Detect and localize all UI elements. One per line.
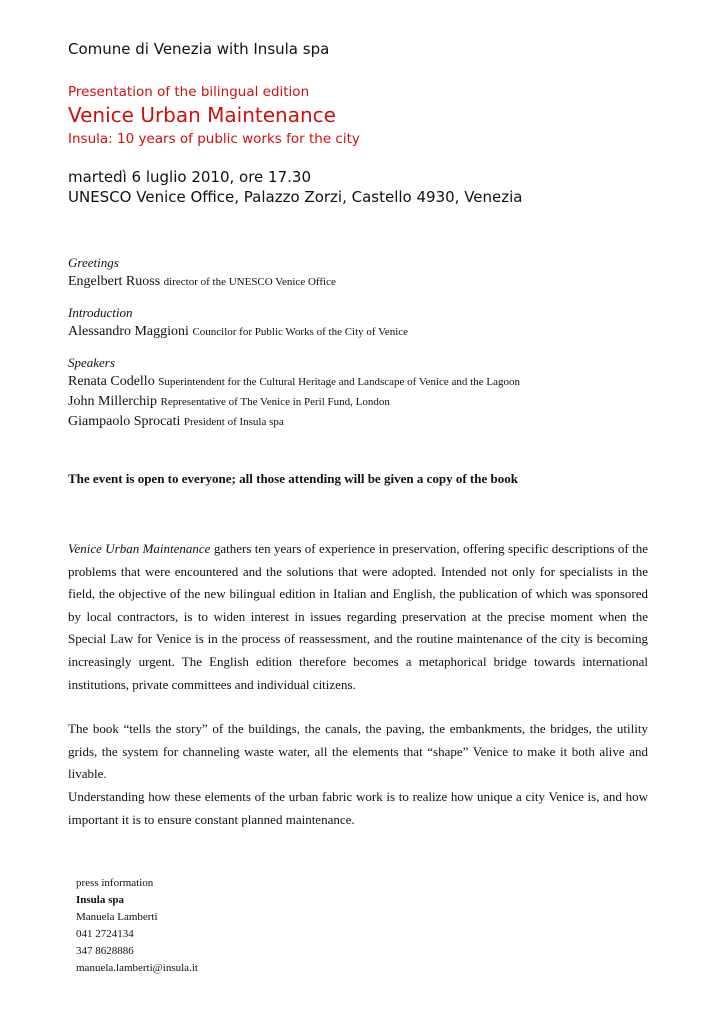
person-role: Representative of The Venice in Peril Fund, London	[160, 396, 390, 408]
paragraph-3: Understanding how these elements of the urban fabric work is to realize how unique a city Venice is, and how important it is to ensure constant planned maintenance.	[68, 788, 648, 827]
person-name: Engelbert Ruoss	[68, 274, 161, 289]
person-name: Alessandro Maggioni	[68, 324, 189, 339]
presentation-line: Presentation of the bilingual edition	[68, 84, 310, 100]
book-title: Venice Urban Maintenance	[68, 541, 211, 556]
page-subtitle: Insula: 10 years of public works for the city	[68, 131, 360, 147]
person-name: Giampaolo Sprocati	[68, 414, 181, 429]
greetings-label: Greetings	[68, 255, 119, 270]
press-label: press information	[76, 877, 154, 889]
program-entry	[68, 372, 650, 392]
paragraph-1	[68, 538, 648, 696]
press-phone: 041 2724134	[76, 928, 134, 940]
program-entry	[68, 322, 650, 342]
program	[68, 254, 650, 432]
person-name: Renata Codello	[68, 374, 155, 389]
event-notice: The event is open to everyone; all those attending will be given a copy of the book	[68, 471, 518, 486]
program-entry	[68, 392, 650, 412]
event-date-time: martedì 6 luglio 2010, ore 17.30	[68, 168, 311, 186]
press-mobile: 347 8628886	[76, 945, 134, 957]
press-information	[76, 875, 198, 977]
person-role: Councilor for Public Works of the City of Venice	[192, 326, 409, 338]
person-role: director of the UNESCO Venice Office	[163, 276, 336, 288]
speakers-label: Speakers	[68, 355, 115, 370]
person-role: Superintendent for the Cultural Heritage and Landscape of Venice and the Lagoon	[158, 376, 520, 388]
program-entry	[68, 412, 650, 432]
paragraph-1-text: gathers ten years of experience in preservation, offering specific descriptions of the problems that were encountered and the solutions that were adopted. Intended not only for specialists in the field, the objective of the new bilingual edition in Italian and English, the publication of which was sponsored by local contractors, is to widen interest in issues regarding preservation at the precise moment when the Special Law for Venice is in the process of reassessment, and the routine maintenance of the city is becoming increasingly urgent. The English edition therefore becomes a metaphorical bridge towards international institutions, private committees and individual citizens.	[68, 541, 649, 692]
press-company: Insula spa	[76, 894, 125, 906]
organizers-line: Comune di Venezia with Insula spa	[68, 40, 330, 58]
program-entry	[68, 272, 650, 292]
book-description	[68, 538, 648, 831]
person-role: President of Insula spa	[183, 416, 284, 428]
introduction-label: Introduction	[68, 305, 133, 320]
press-email[interactable]: manuela.lamberti@insula.it	[76, 962, 198, 974]
press-contact: Manuela Lamberti	[76, 911, 158, 923]
event-venue: UNESCO Venice Office, Palazzo Zorzi, Castello 4930, Venezia	[68, 188, 523, 206]
page-title: Venice Urban Maintenance	[68, 103, 336, 127]
person-name: John Millerchip	[68, 394, 158, 409]
paragraph-2: The book “tells the story” of the buildings, the canals, the paving, the embankments, the bridges, the utility grids, the system for channeling waste water, all the elements that “shape” Venice to make it both alive and livable.	[68, 721, 648, 782]
